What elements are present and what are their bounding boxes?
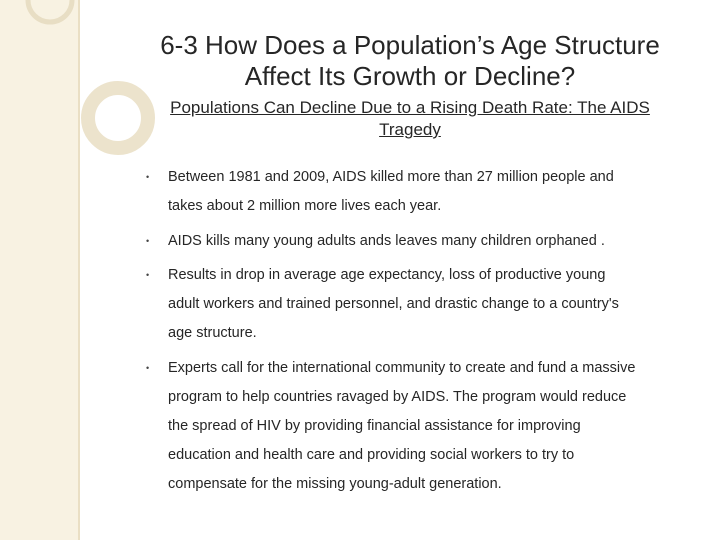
bullet-marker: • [146,270,150,280]
bullet-marker: • [146,172,150,182]
bullet-marker: • [146,363,150,373]
slide-subtitle [100,97,720,141]
title-line-1: 6-3 How Does a Population’s Age Structure [160,30,660,60]
slide-title [100,30,720,92]
subtitle-line-2: Tragedy [379,120,441,139]
bullet-line: the spread of HIV by providing financial assistance for improving [168,418,581,434]
title-line-2: Affect Its Growth or Decline? [244,61,576,91]
bullet-line: AIDS kills many young adults ands leaves many children orphaned . [168,233,605,249]
bullet-line: age structure. [168,325,257,341]
bullet-text [168,261,706,348]
bullet-line: adult workers and trained personnel, and drastic change to a country's [168,296,619,312]
bullet-item-4 [146,354,706,499]
bullet-marker: • [146,236,150,246]
bullet-text [168,354,706,499]
bullet-line: compensate for the missing young-adult generation. [168,476,502,492]
bullet-text [168,227,706,256]
bullet-line: Experts call for the international community to create and fund a massive [168,360,636,376]
bullet-item-1 [146,163,706,221]
bullet-line: program to help countries ravaged by AIDS. The program would reduce [168,389,627,405]
bullet-item-3 [146,261,706,348]
subtitle-line-1: Populations Can Decline Due to a Rising Death Rate: The AIDS [170,98,650,117]
small-ring [28,0,72,22]
bullet-line: education and health care and providing social workers to try to [168,447,575,463]
bullet-line: Results in drop in average age expectancy, loss of productive young [168,267,606,283]
bullet-text [168,163,706,221]
bullet-line: takes about 2 million more lives each year. [168,198,442,214]
bullet-line: Between 1981 and 2009, AIDS killed more than 27 million people and [168,169,614,185]
bullet-item-2 [146,227,706,256]
